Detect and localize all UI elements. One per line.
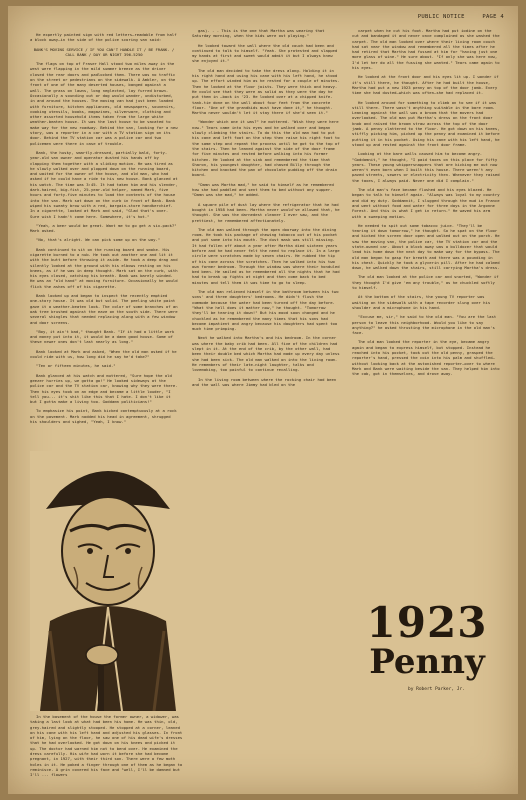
paragraph: He needed to spit out some tobacco juice. "They'll be tearing it down tomorrow," he thought. So he spat on the floor and kicked the screen door open and walked out on the porch. He saw the moving van, the police car, the TV station car and the state-owned car. About a block away was a bulldozer that would lead his home down the next day to make way for the bypass. The old man began to gasp for breath and there was a pounding in his chest. Quickly he took a glycerin pill. After he had calmed down, he walked down the stairs, still carrying Martha's dress. bbox=[352, 222, 500, 271]
paragraph: "Ten or fifteen minutes, he said." bbox=[36, 363, 116, 369]
old-man-illustration bbox=[30, 451, 184, 711]
paragraph: The old man relieved himself in the bathroom between his two sons' and three daughters' bedrooms. He didn't flush the commode because the water had been turned off the day before. "What the hell does it matter now," he thought. "Tomorrow they'll be tearing it down!" But his mood soon changed and he chuckled as he remembered the many times that his sons had become impatient and angry because his daughters had spent too much time primping. bbox=[192, 289, 339, 332]
paragraph: To emphasize his point, Bank kicked contemptuously at a rock on the pavement. Mark nodded his head in agreement, shrugged his shoulders and sighed, "Yeah, I know." bbox=[30, 408, 177, 424]
paragraph: Next he walked into Martha's and his bedroom. In the corner was where the baby crib had been. All five of the children had slept in it. At the end of the crib, by the other wall, had been their double bed which Martha had made up every day unless she had been sick. The old man walked on into the living room. He remembers of their late-night laughter, talks and lovemaking, too painful to continue recalling. bbox=[192, 335, 340, 373]
column-1-bottom bbox=[30, 714, 184, 782]
column-2 bbox=[192, 28, 340, 391]
paragraph: Looking at the bare walls caused him to become angry. "Goddamnit," he thought, "I paid taxes on this place for fifty years. These young whippersnappers that are kicking me out now weren't even born when I built this house. There weren't any paved streets, sewers or electricity then. Whenever they raised the taxes, I always paid. Never one did I complain." bbox=[352, 151, 500, 183]
paragraph: "Damn was Martha mad," he said to himself as he remembered how she had paddled and sent them to bed without any supper. "Damn was she mad," he added. bbox=[192, 181, 334, 198]
paragraph: "Boy, it ain't bad," thought Bank. "If it had a little work and money put into it, it would be a damn good house. Some of these newer ones don't last nearly as long." bbox=[30, 328, 175, 345]
column-3 bbox=[352, 28, 500, 381]
paragraph: At the bottom of the stairs, the young TV reporter was waiting on the sidewalk with a tape recorder slung over his shoulder and a microphone in his hand. bbox=[352, 294, 491, 310]
paragraph: carpet when he cut his foot. Martha had put iodine on the cut and bandaged it and never once complained as she washed the carpet. The old man looked over where their living room couch had sat near the window and remembered all the times after he had retired that Martha had fussed at him for "having just one more glass of wine." He sure about. "If only she was here now, I'd let her do all the fussing she wanted." Tears came again to his eyes. bbox=[352, 28, 500, 71]
paragraph: Bank, the husky, smartly-dressed, partially bald, forty-year-old van owner and operator dusted his hands off by clapping them together with a sliding motion. He was tired as he slowly walked over and plopped down on the running board, and waited for the owner of the house, and old man, who had asked if he could have a ride to his new house. Bank glanced at his watch. The time was 3:45. It had taken him and his slender, dark-haired, big-fist, 25-year-old helper, named Mark, five hours and forty-five minutes to load the contents of the house into the van. Mark sat down on the curb in front of Bank. Bank wiped his sweaty brow with a red, bargain-store handkerchief. In a cigarette, looked at Mark and said, "Glad that's over. Sure wish I hadn't come here. Somewhere, it's hot." bbox=[30, 149, 178, 219]
title-word: Penny bbox=[369, 642, 485, 682]
paragraph: "Excuse me, sir," he said to the old man. "You are the last person to leave this neighborhood. Would you like to say anything?" he asked thrusting the microphone in the old man's face. bbox=[352, 314, 497, 336]
page-header bbox=[404, 14, 504, 20]
story-title bbox=[352, 598, 502, 682]
paragraph: Bank glanced at his watch and muttered, "Sure hope the old geezer hurries up, we gotta go!" He looked sideways at the police car and the TV station car, knowing why they were there. Then his eyes took on an edge and became a little louder, "I tell you... it's shit like this that I hate. I don't like it but I gotta make a living too. Goddamn politicians!" bbox=[30, 372, 178, 405]
paragraph: The old man's face became flushed and his eyes blazed. He began to talk to himself again. "Always was loyal to my country and did my duty. Goddamnit, I slugged through the mud in France and went without food and water for three days in the Argonne Forest. And this is what I get in return." He waved his arm with a sweeping motion. bbox=[352, 187, 500, 219]
paragraph: The old man walked through the open doorway into the dining room. He took his package of chewing tobacco out of his pocket and put some into his mouth. The dust mask was still missing. It had fallen off about a year after Martha died sixteen years before and he had never felt the need to replace it. In a large circle were scratches made by seven chairs. He rubbed the tip of his cane across the scratches. Then he walked into his two own former bedroom. Through the window was where their honduled bed been. He smiled as he remembered all the nights that he had had to break up fights at night and then come back to bed minutes and tell them it was time to go to sleep. bbox=[192, 226, 340, 285]
van-sign-text: BANK'S MOVING SERVICE / IF YOU CAN'T HANDLE IT / BE FRANK. / CALL BANK / DAY OR NIGHT 396-5250 bbox=[33, 46, 175, 57]
paragraph: In the basement of the house the former owner, a widower, was taking a last look at what had been his home. He was thin, old, grey-haired and slightly stooped. He stopped at a corner, leaned on his cane with his left hand and adjusted his glasses. In front of him, lying on the floor, he saw one of his dead wife's dresses that he had overlooked. He got down on his knees and picked it up. The doctor had warned him not to bend over. He examined the dress carefully. His wife had worn it before she had become pregnant, in 1927, with their third son. There were a few moth holes in it. He poked a finger through one of them as he began to reminisce. A grin covered his face and "well, I'll be damned but I'll ... flowers bbox=[30, 714, 183, 778]
paragraph: Bank looked up and began to inspect the recently emptied one-story house. It was old but solid. The peeling white paint gave it a weather-beaten look. The color of some branches of an oak tree brushed against the eave on the south side. There were several shingles that needed replacing along with a few window and door screens. bbox=[30, 293, 178, 325]
paragraph: "Yeah, a beer would be great. Want me to go get a six-pack?" Mark asked. bbox=[30, 222, 177, 234]
paragraph: "No, that's alright. We can pick some up on the way." bbox=[36, 237, 161, 243]
paragraph: Bank continued to sit on the running board and smoke. His cigarette burned to a nub. He took out another one and lit it with the butt before throwing it aside. He took a deep drag and silently looked at the ground with his elbows resting on his knees, as if he was in deep thought. Mark sat on the curb, with his eyes closed, catching his breath. Bank was barely winded. He was an "old hand" at moving furniture. Occasionally he would flick the ashes off of his cigarette. bbox=[30, 246, 178, 289]
paragraph: A square pile of dust lay where the refrigerator that he had bought in 1958 had been. Martha never would've allowed that, he thought. She was the darnedest cleaner I ever saw, and the prettiest, he remembered affectionately. bbox=[192, 201, 340, 223]
paragraph: He expertly painted sign with red letters—readable from half a block away—in the side of the police scoring van said: bbox=[30, 32, 177, 43]
paragraph: In the living room between where the rocking chair had been and the wall was where Jimmy had bled on the bbox=[192, 376, 337, 387]
author-byline: by Robert Parker, Jr. bbox=[408, 687, 465, 692]
paragraph: "Wonder which one it was?" he muttered. "Wish they were here now." Tears came into his eyes and he walked over and began slowly climbing the stairs. To do this the old man had to put his cane and left foot on the step then raise his right foot to the same step and repeat the process until he got to the top of the stairs. Then he leaned against the side of the door frame for five minutes and rested before walking into his former kitchen. He looked at the sink and remembered the time that Sharon, his youngest daughter, had chased Billy through the kitchen and knocked the pan of chocolate pudding off the drain board. bbox=[192, 119, 340, 178]
paragraph: He looked around for something to climb on to see if it was still there. There wasn't anything suitable in the bare room. Leaning against the wall was a broom that the movers had overlooked. The old man put Martha's dress on the front door knob and raised the broom straw across the top of the door jamb. A penny clattered to the floor. He got down on his knees, stiffly picking him, picked up the penny and examined it before putting it in his pocket. Using his cane with his left hand, he stood up and rested against the front door frame. bbox=[352, 99, 500, 147]
title-year: 1923 bbox=[366, 598, 488, 647]
column-1 bbox=[30, 28, 178, 428]
paragraph: The flags on top of Fraser Hall stood two miles away in the west were flapping in the mild summer breeze as the driver closed the rear doors and padlocked them. There was no traffic on the street or pedestrians on the sidewalk. A Ambler, on the front of one of the many deserted houses, banged against a wall. The grass on lawns, long neglected, lay furred brown. Occasionally a sounding out or dog would wander, undisturbed, in and around the houses. The moving van had just been loaded with furniture, kitchen appliances, old newspapers, souvenirs, cooking utensils, books, magazines, silverware, clothing and other assorted household items taken from the large white weather-beaten house. It was the last house to be vacated to make way for the new roadway. Behind the van, looking for a new story, was a reporter in a car with a TV station sign on its door. Behind the TV station car was a police car and two policemen were there in case of trouble. bbox=[30, 61, 178, 146]
newspaper-page bbox=[8, 6, 518, 794]
section-label: PUBLIC NOTICE bbox=[417, 14, 465, 20]
page-number: PAGE 4 bbox=[482, 14, 504, 20]
paragraph: Bank looked at Mark and asked, "When the old man asked if he could ride with us, how long did he say he'd take?" bbox=[30, 348, 177, 360]
paragraph: The old man looked at the police car and snorted, "Wonder if they thought I'd give 'em any trouble," as he chuckled softly to himself. bbox=[352, 274, 499, 291]
paragraph: The old man looked the reporter in the eye, became angry again and began to express himself, but stopped. Instead he reached into his pocket, took out the old penny, grasped the reporter's hand, pressed the coin into his palm and shuffled—without looking back at the astonished reporter—over to where Mark and Bank were waiting beside the van. They helped him into the cab, got in themselves, and drove away. bbox=[352, 339, 500, 377]
paragraph: The old man decided to take the dress along. Holding it in his right hand and using his cane with his left hand, he stood up. The effort winded him as he rested for a couple of minutes. Then he looked at the floor joists. They were thick and heavy. He could see that they were as solid as they were the day he put them in —back in '23. He looked over at a chipped knife-tank-tie done on the wall about four feet from the concrete floor. "One of the grandkids must have done it," he thought. Martha never wouldn't let it stay there if she'd seen it." bbox=[192, 67, 340, 116]
paragraph: gas). . . This is the one that Martha was wearing that Saturday morning, when the kids were out playing." bbox=[192, 28, 325, 39]
paragraph: He looked at the front door and his eyes lit up. I wonder if it's still there, he thought. After he had built the house, Martha had put a new 1923 penny on top of the door jamb. Every time she had dusted—which was often—she had replaced it. bbox=[352, 74, 499, 96]
paragraph: He looked toward the wall where the old couch had been and continued to talk to himself. "Yeah. She protested and slapped my hands at first and sweet would admit it but I always knew she enjoyed it." bbox=[192, 42, 338, 64]
